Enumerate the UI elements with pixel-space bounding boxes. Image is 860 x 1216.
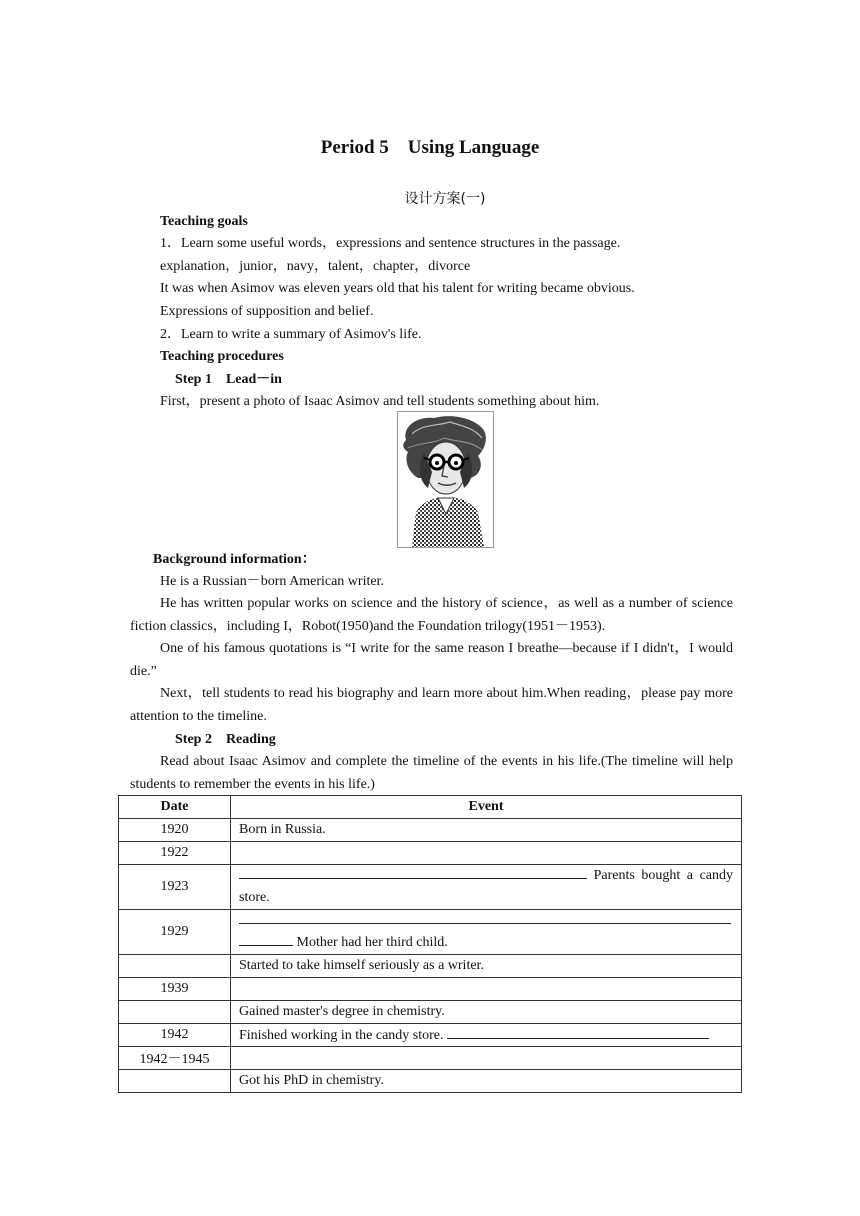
timeline-table [118,795,742,1093]
page-title: Period 5 Using Language [320,137,540,158]
teaching-procedures-heading: Teaching procedures [160,349,284,364]
background-1: He is a Russian－born American writer. [160,574,384,589]
background-4: Next，tell students to read his biography and learn more about him.When reading，please pay more attention to the timeline. [130,686,733,724]
event-text: Parents bought a candy store. [239,868,733,905]
goal-2: 2．Learn to write a summary of Asimov's life. [160,327,422,342]
background-3: One of his famous quotations is “I write for the same reason I breathe—because if I didn't，I would die.” [130,641,733,679]
goal-words: explanation，junior，navy，talent，chapter，divorce [160,259,471,274]
event-text: Mother had her third child. [296,935,448,950]
answer-blank[interactable] [239,866,587,879]
goal-expressions: Expressions of supposition and belief. [160,304,374,319]
step-1-heading: Step 1 Lead－in [175,372,282,387]
table-row [119,1001,742,1024]
date-cell: 1923 [119,865,231,910]
event-cell: Got his PhD in chemistry. [231,1070,742,1093]
table-header-event: Event [231,796,742,819]
teaching-goals-heading: Teaching goals [160,214,248,229]
event-cell: Born in Russia. [231,819,742,842]
date-cell [119,1070,231,1093]
event-cell [231,865,742,910]
table-row [119,1047,742,1070]
event-text: Finished working in the candy store. [239,1028,444,1043]
step-2-text: Read about Isaac Asimov and complete the timeline of the events in his life.(The timeline will help students to remember the events in his life.) [130,754,733,792]
event-cell-blank[interactable] [231,842,742,865]
answer-blank[interactable] [447,1026,709,1039]
table-row [119,1024,742,1047]
event-cell-blank[interactable] [231,1047,742,1070]
step-2-heading: Step 2 Reading [175,732,276,747]
table-row [119,819,742,842]
answer-blank[interactable] [239,933,293,946]
event-cell [231,910,742,955]
table-header-date: Date [119,796,231,819]
table-row [119,978,742,1001]
table-row [119,1070,742,1093]
goal-1: 1．Learn some useful words，expressions and sentence structures in the passage. [160,236,621,251]
date-cell: 1942－1945 [119,1047,231,1070]
event-cell-blank[interactable] [231,978,742,1001]
date-cell [119,1001,231,1024]
date-cell: 1939 [119,978,231,1001]
date-cell [119,955,231,978]
table-row [119,955,742,978]
event-cell: Gained master's degree in chemistry. [231,1001,742,1024]
table-row [119,910,742,955]
step-1-text: First，present a photo of Isaac Asimov and tell students something about him. [160,394,600,409]
event-cell [231,1024,742,1047]
page-subtitle: 设计方案(一) [404,191,486,207]
date-cell: 1942 [119,1024,231,1047]
table-row [119,842,742,865]
date-cell: 1929 [119,910,231,955]
date-cell: 1920 [119,819,231,842]
asimov-photo [397,411,494,548]
table-row [119,865,742,910]
goal-sentence: It was when Asimov was eleven years old that his talent for writing became obvious. [160,281,635,296]
background-heading: Background information： [153,552,316,567]
date-cell: 1922 [119,842,231,865]
event-cell: Started to take himself seriously as a writer. [231,955,742,978]
answer-blank[interactable] [239,911,731,924]
table-header-row [119,796,742,819]
portrait-icon [398,412,493,547]
background-2: He has written popular works on science and the history of science，as well as a number of science fiction classics，including I，Robot(1950)and the Foundation trilogy(1951－1953). [130,596,733,634]
